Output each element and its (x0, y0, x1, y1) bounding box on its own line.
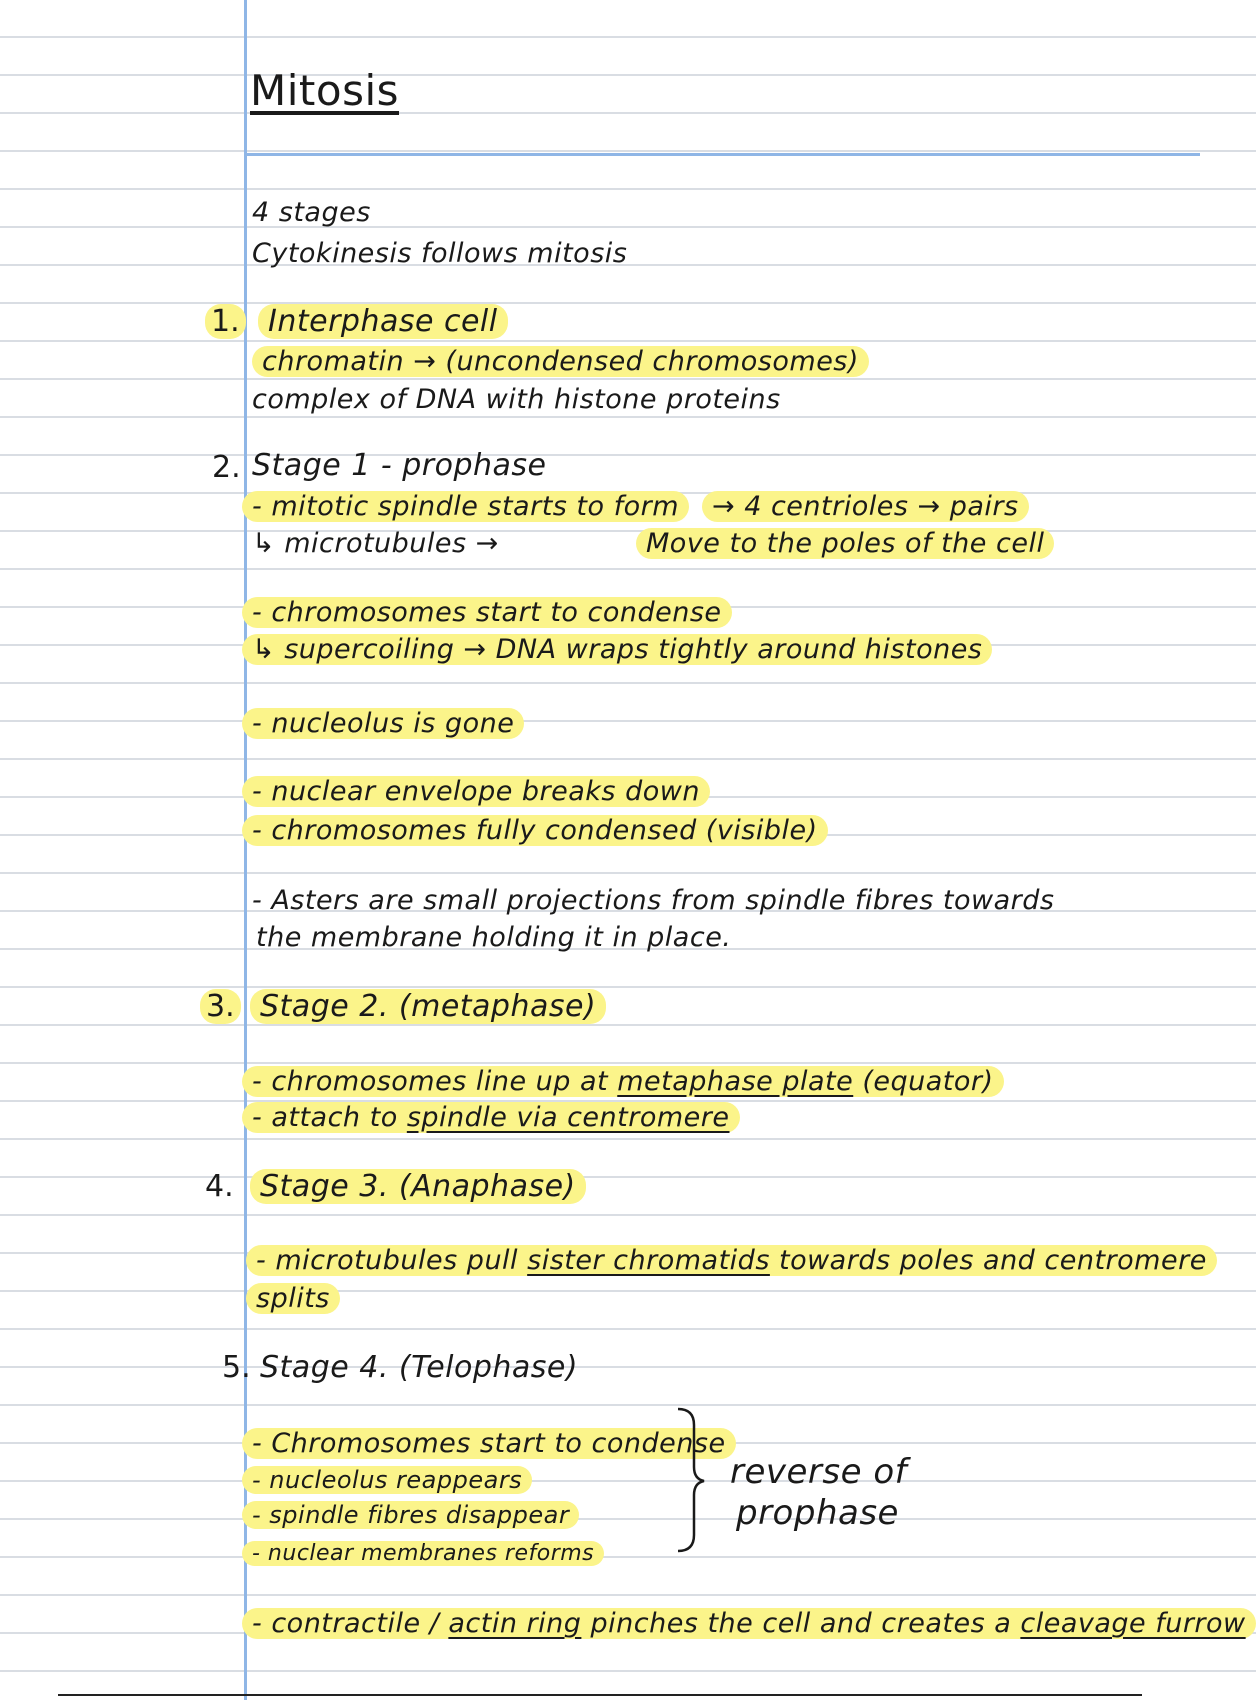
section-line: - Chromosomes start to condense (252, 1427, 736, 1461)
brace-icon (676, 1405, 706, 1555)
section-heading: Stage 1 - prophase (252, 448, 547, 483)
section-line: - nucleolus reappears (252, 1463, 532, 1497)
section-line: - Asters are small projections from spindle fibres towards (252, 885, 1055, 916)
section-line: - chromosomes line up at metaphase plate (equator) (252, 1065, 1004, 1099)
section-line: - chromosomes start to condense (252, 596, 732, 630)
section-heading: Stage 2. (metaphase) (260, 990, 606, 1024)
section-number: 1. (205, 305, 246, 339)
section-line: splits (256, 1282, 340, 1316)
section-line: - mitotic spindle starts to form (252, 490, 689, 524)
section-heading: Stage 3. (Anaphase) (260, 1170, 586, 1204)
section-number: 5. (222, 1350, 251, 1385)
section-number: 3. (200, 990, 241, 1024)
section-line: - nucleolus is gone (252, 707, 524, 741)
section-line: - microtubules pull sister chromatids towards poles and centromere (256, 1244, 1217, 1278)
cytokinesis-line: - contractile / actin ring pinches the cell and creates a cleavage furrow (252, 1607, 1256, 1641)
side-note: prophase (736, 1493, 899, 1533)
section-line: - attach to spindle via centromere (252, 1101, 740, 1135)
section-number: 2. (212, 450, 241, 485)
section-line: ↳ supercoiling → DNA wraps tightly around histones (252, 633, 992, 667)
page-title: Mitosis (250, 66, 400, 115)
section-line: ↳ microtubules → (252, 528, 499, 559)
section-line: → 4 centrioles → pairs (712, 490, 1029, 524)
section-line: chromatin → (uncondensed chromosomes) (262, 345, 869, 379)
section-heading: Stage 4. (Telophase) (260, 1350, 579, 1385)
section-number: 4. (205, 1169, 234, 1204)
header-line (244, 153, 1200, 156)
section-line: complex of DNA with histone proteins (252, 384, 781, 415)
section-line: - nuclear envelope breaks down (252, 775, 710, 809)
section-line: the membrane holding it in place. (256, 922, 732, 953)
section-line: - spindle fibres disappear (252, 1498, 579, 1532)
intro-line: 4 stages (252, 197, 371, 228)
section-heading: Interphase cell (268, 305, 508, 339)
bottom-line (58, 1694, 1142, 1696)
side-note: reverse of (730, 1452, 908, 1492)
section-line: - nuclear membranes reforms (252, 1537, 604, 1571)
section-line: Move to the poles of the cell (646, 527, 1054, 561)
section-line: - chromosomes fully condensed (visible) (252, 814, 828, 848)
intro-line: Cytokinesis follows mitosis (252, 238, 628, 269)
